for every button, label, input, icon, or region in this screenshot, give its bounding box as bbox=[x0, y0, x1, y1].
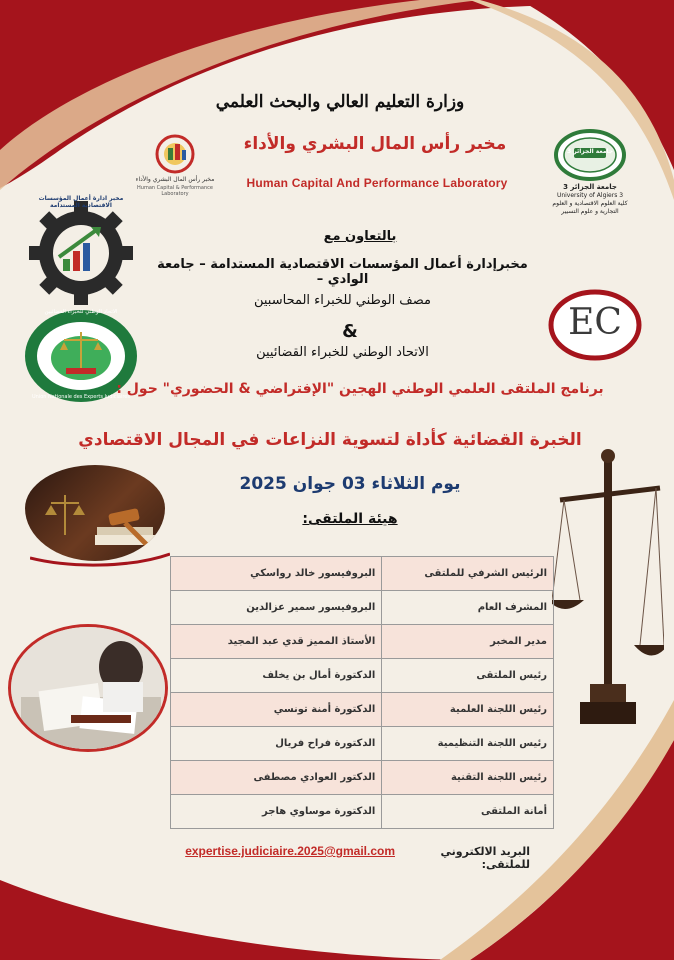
committee-heading: هيئة الملتقى: bbox=[302, 511, 398, 527]
university-logo bbox=[540, 128, 640, 218]
role-cell: رئيس اللجنة العلمية bbox=[382, 693, 554, 727]
gavel-photo-underline bbox=[30, 548, 170, 568]
union-ring-text: الاتحاد الوطني للخبراء القضائيين bbox=[44, 309, 118, 315]
role-cell: مدير المخبر bbox=[382, 625, 554, 659]
table-row bbox=[171, 659, 554, 693]
university-name-ar: جامعة الجزائر 3 bbox=[563, 183, 617, 191]
role-cell: الرئيس الشرفي للملتقى bbox=[382, 557, 554, 591]
ec-mark-text: EC bbox=[568, 302, 622, 343]
scales-of-justice bbox=[552, 440, 664, 730]
faculty-line-1: كلية العلوم الاقتصادية و العلوم bbox=[552, 200, 628, 207]
name-cell: البروفيسور سمير عزالدين bbox=[171, 591, 382, 625]
scales-icon bbox=[552, 440, 664, 730]
lab-logo-caption: مخبر رأس المال البشري والأداء bbox=[135, 176, 215, 183]
name-cell: الدكتورة موساوي هاجر bbox=[171, 795, 382, 829]
conference-date: يوم الثلاثاء 03 جوان 2025 bbox=[239, 474, 461, 494]
committee-table bbox=[170, 556, 554, 829]
name-cell: الدكتورة أمنة تونسي bbox=[171, 693, 382, 727]
email-label: البريد الالكتروني للملتقى: bbox=[440, 845, 530, 871]
name-cell: الدكتورة فراح فريال bbox=[171, 727, 382, 761]
name-cell: الدكتورة أمال بن يخلف bbox=[171, 659, 382, 693]
partner-accountants: مصف الوطني للخبراء المحاسبين bbox=[253, 293, 432, 308]
table-row bbox=[171, 761, 554, 795]
university-seal-text: جامعة الجزائر 3 bbox=[566, 148, 614, 155]
program-intro: برنامج الملتقى العلمي الوطني الهجين "الإفتراضي & الحضوري" حول : bbox=[116, 381, 604, 397]
sustainable-lab-ring-text: مخبر ادارة أعمال المؤسسات الاقتصادية المستدامة bbox=[38, 195, 124, 209]
table-row bbox=[171, 795, 554, 829]
lab-logo-caption-en: Human Capital & Performance Laboratory bbox=[137, 185, 213, 197]
name-cell: الأستاذ المميز قدي عبد المجيد bbox=[171, 625, 382, 659]
sustainable-lab-logo bbox=[22, 195, 140, 305]
table-row bbox=[171, 693, 554, 727]
university-seal-icon bbox=[540, 128, 640, 182]
union-ring-text-fr: Union Nationale des Experts Judiciaires bbox=[32, 394, 130, 400]
role-cell: المشرف العام bbox=[382, 591, 554, 625]
office-photo bbox=[8, 624, 168, 752]
lab-name-arabic: مخبر رأس المال البشري والأداء bbox=[243, 134, 507, 154]
ministry-title: وزارة التعليم العالي والبحث العلمي bbox=[215, 92, 465, 112]
role-cell: رئيس اللجنة التنظيمية bbox=[382, 727, 554, 761]
role-cell: رئيس الملتقى bbox=[382, 659, 554, 693]
ec-logo bbox=[548, 289, 642, 361]
role-cell: رئيس اللجنة التقنية bbox=[382, 761, 554, 795]
role-cell: أمانة الملتقى bbox=[382, 795, 554, 829]
conference-theme: الخبرة القضائية كأداة لتسوية النزاعات في المجال الاقتصادي bbox=[78, 430, 582, 450]
name-cell: الدكتور العوادي مصطفى bbox=[171, 761, 382, 795]
name-cell: البروفيسور خالد رواسكي bbox=[171, 557, 382, 591]
lab-name-english: Human Capital And Performance Laboratory bbox=[246, 176, 508, 190]
table-row bbox=[171, 557, 554, 591]
table-row bbox=[171, 591, 554, 625]
gear-icon bbox=[22, 195, 140, 305]
partner-judicial-experts: الاتحاد الوطني للخبراء القضائيين bbox=[256, 345, 429, 360]
ampersand: & bbox=[342, 321, 358, 342]
table-row bbox=[171, 727, 554, 761]
partner-sustainable-lab: مخبرإدارة أعمال المؤسسات الاقتصادية المستدامة – جامعة الوادي – bbox=[157, 257, 528, 287]
lab-logo bbox=[130, 130, 220, 197]
paperwork-icon bbox=[11, 627, 165, 749]
email-link[interactable]: expertise.judiciaire.2025@gmail.com bbox=[185, 844, 395, 858]
cooperation-heading: بالتعاون مع bbox=[323, 229, 397, 244]
table-row bbox=[171, 625, 554, 659]
university-name-en: University of Algiers 3 bbox=[556, 192, 624, 199]
faculty-line-2: التجارية و علوم التسيير bbox=[561, 208, 619, 215]
